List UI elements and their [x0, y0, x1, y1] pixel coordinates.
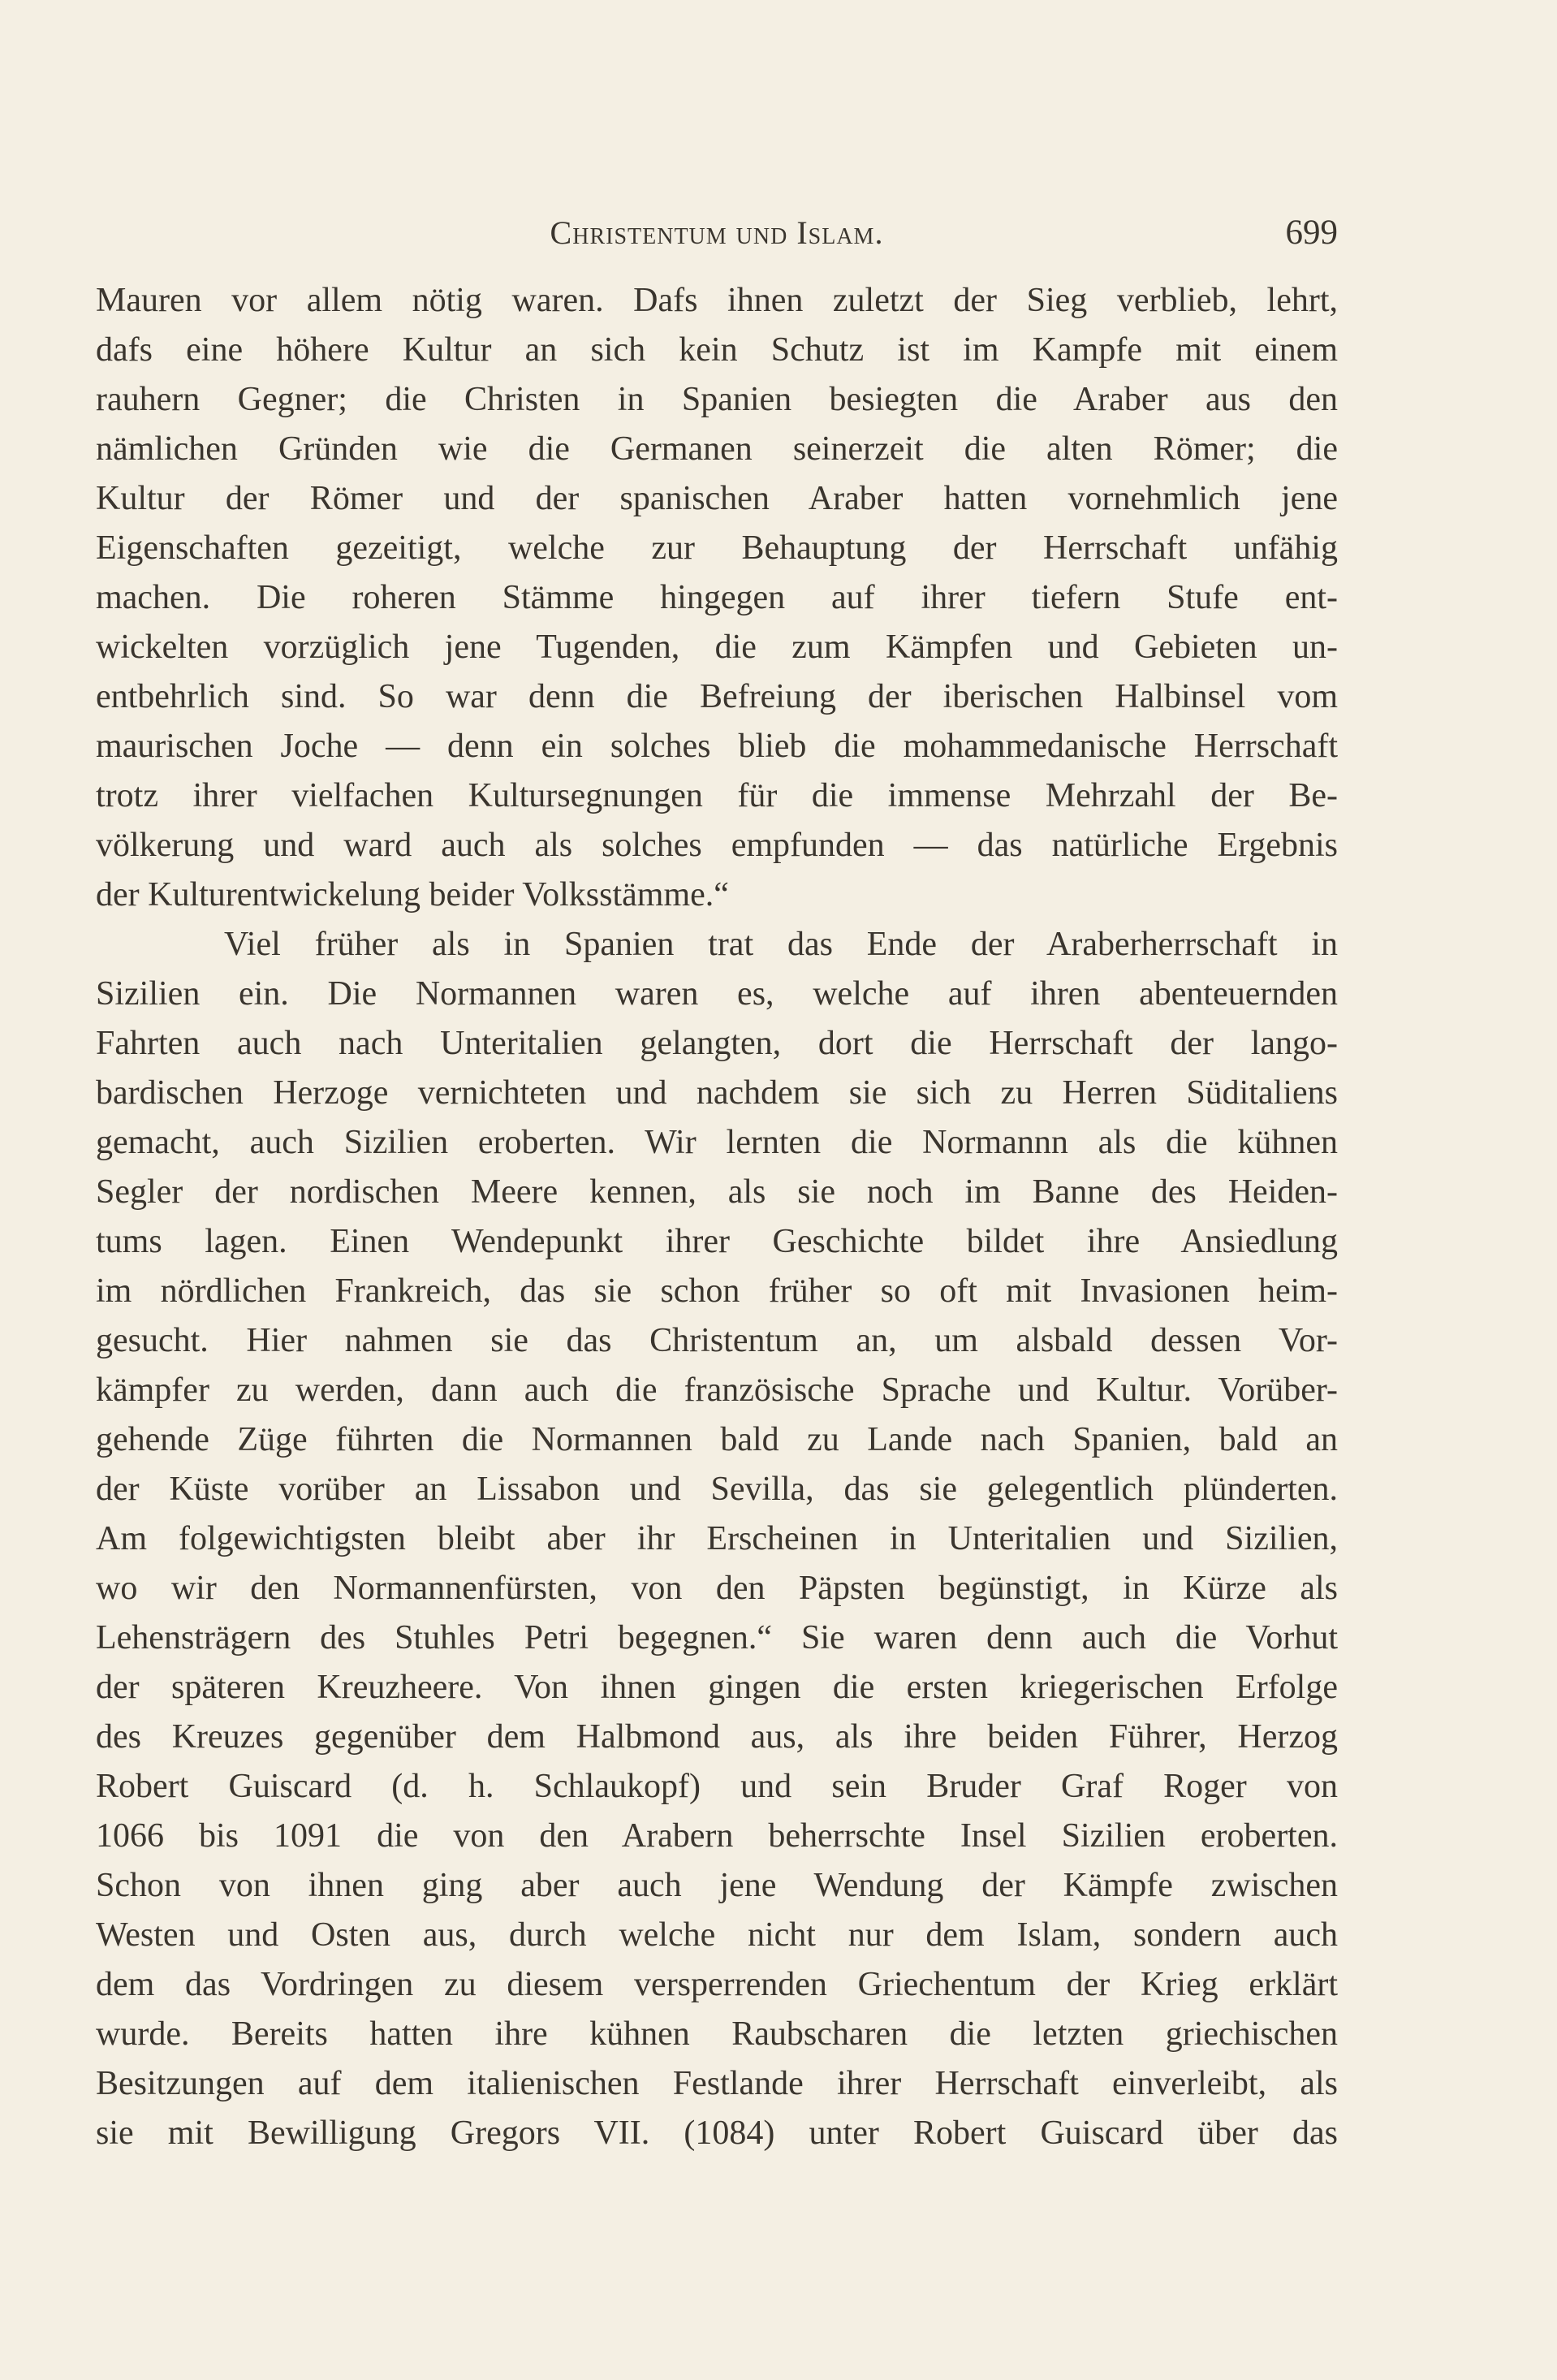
text-line: tums lagen. Einen Wendepunkt ihrer Geschichte bildet ihre Ansiedlung [96, 1223, 1338, 1260]
text-line: Kultur der Römer und der spanischen Araber hatten vornehmlich jene [96, 480, 1338, 517]
page-number: 699 [1285, 214, 1338, 252]
text-line: sie mit Bewilligung Gregors VII. (1084) unter Robert Guiscard über das [96, 2114, 1338, 2152]
text-line: rauhern Gegner; die Christen in Spanien besiegten die Araber aus den [96, 381, 1338, 418]
text-line: gemacht, auch Sizilien eroberten. Wir lernten die Normannn als die kühnen [96, 1124, 1338, 1161]
text-line: Westen und Osten aus, durch welche nicht nur dem Islam, sondern auch [96, 1916, 1338, 1954]
text-line: der Küste vorüber an Lissabon und Sevilla, das sie gelegentlich plünderten. [96, 1471, 1338, 1508]
text-line: gehende Züge führten die Normannen bald zu Lande nach Spanien, bald an [96, 1421, 1338, 1458]
text-line: trotz ihrer vielfachen Kultursegnungen für die immense Mehrzahl der Be- [96, 777, 1338, 814]
text-line: Eigenschaften gezeitigt, welche zur Behauptung der Herrschaft unfähig [96, 529, 1338, 567]
text-line: gesucht. Hier nahmen sie das Christentum an, um alsbald dessen Vor- [96, 1322, 1338, 1359]
text-line: Besitzungen auf dem italienischen Festlande ihrer Herrschaft einverleibt, als [96, 2065, 1338, 2102]
text-line: des Kreuzes gegenüber dem Halbmond aus, als ihre beiden Führer, Herzog [96, 1718, 1338, 1756]
text-line: völkerung und ward auch als solches empfunden — das natürliche Ergebnis [96, 827, 1338, 864]
text-line: Lehensträgern des Stuhles Petri begegnen.“ Sie waren denn auch die Vorhut [96, 1619, 1338, 1656]
text-line: Robert Guiscard (d. h. Schlaukopf) und sein Bruder Graf Roger von [96, 1768, 1338, 1805]
text-line: entbehrlich sind. So war denn die Befreiung der iberischen Halbinsel vom [96, 678, 1338, 715]
text-line: wickelten vorzüglich jene Tugenden, die zum Kämpfen und Gebieten un- [96, 628, 1338, 666]
text-line: wo wir den Normannenfürsten, von den Päpsten begünstigt, in Kürze als [96, 1570, 1338, 1607]
paragraph-end-line: der Kulturentwickelung beider Volksstämme.“ [96, 876, 729, 914]
body-text [96, 276, 1338, 2158]
text-line: dem das Vordringen zu diesem versperrenden Griechentum der Krieg erklärt [96, 1966, 1338, 2003]
text-line: nämlichen Gründen wie die Germanen seinerzeit die alten Römer; die [96, 430, 1338, 468]
paragraph-start-line: Viel früher als in Spanien trat das Ende der Araberherrschaft in [224, 926, 1338, 963]
text-line: Sizilien ein. Die Normannen waren es, welche auf ihren abenteuernden [96, 975, 1338, 1013]
text-line: 1066 bis 1091 die von den Arabern beherrschte Insel Sizilien eroberten. [96, 1817, 1338, 1855]
text-line: machen. Die roheren Stämme hingegen auf ihrer tiefern Stufe ent- [96, 579, 1338, 616]
text-line: im nördlichen Frankreich, das sie schon früher so oft mit Invasionen heim- [96, 1272, 1338, 1310]
text-line: kämpfer zu werden, dann auch die französische Sprache und Kultur. Vorüber- [96, 1371, 1338, 1409]
text-line: Schon von ihnen ging aber auch jene Wendung der Kämpfe zwischen [96, 1867, 1338, 1904]
text-line: Am folgewichtigsten bleibt aber ihr Erscheinen in Unteritalien und Sizilien, [96, 1520, 1338, 1557]
text-line: maurischen Joche — denn ein solches blieb die mohammedanische Herrschaft [96, 728, 1338, 765]
running-title: Christentum und Islam. [550, 214, 884, 251]
text-line: dafs eine höhere Kultur an sich kein Schutz ist im Kampfe mit einem [96, 331, 1338, 369]
text-line: wurde. Bereits hatten ihre kühnen Raubscharen die letzten griechischen [96, 2015, 1338, 2053]
text-line: Segler der nordischen Meere kennen, als sie noch im Banne des Heiden- [96, 1173, 1338, 1211]
running-head [96, 213, 1338, 253]
text-line: bardischen Herzoge vernichteten und nachdem sie sich zu Herren Süditaliens [96, 1074, 1338, 1112]
text-line: Fahrten auch nach Unteritalien gelangten, dort die Herrschaft der lango- [96, 1025, 1338, 1062]
text-line: Mauren vor allem nötig waren. Dafs ihnen zuletzt der Sieg verblieb, lehrt, [96, 282, 1338, 319]
text-line: der späteren Kreuzheere. Von ihnen gingen die ersten kriegerischen Erfolge [96, 1669, 1338, 1706]
